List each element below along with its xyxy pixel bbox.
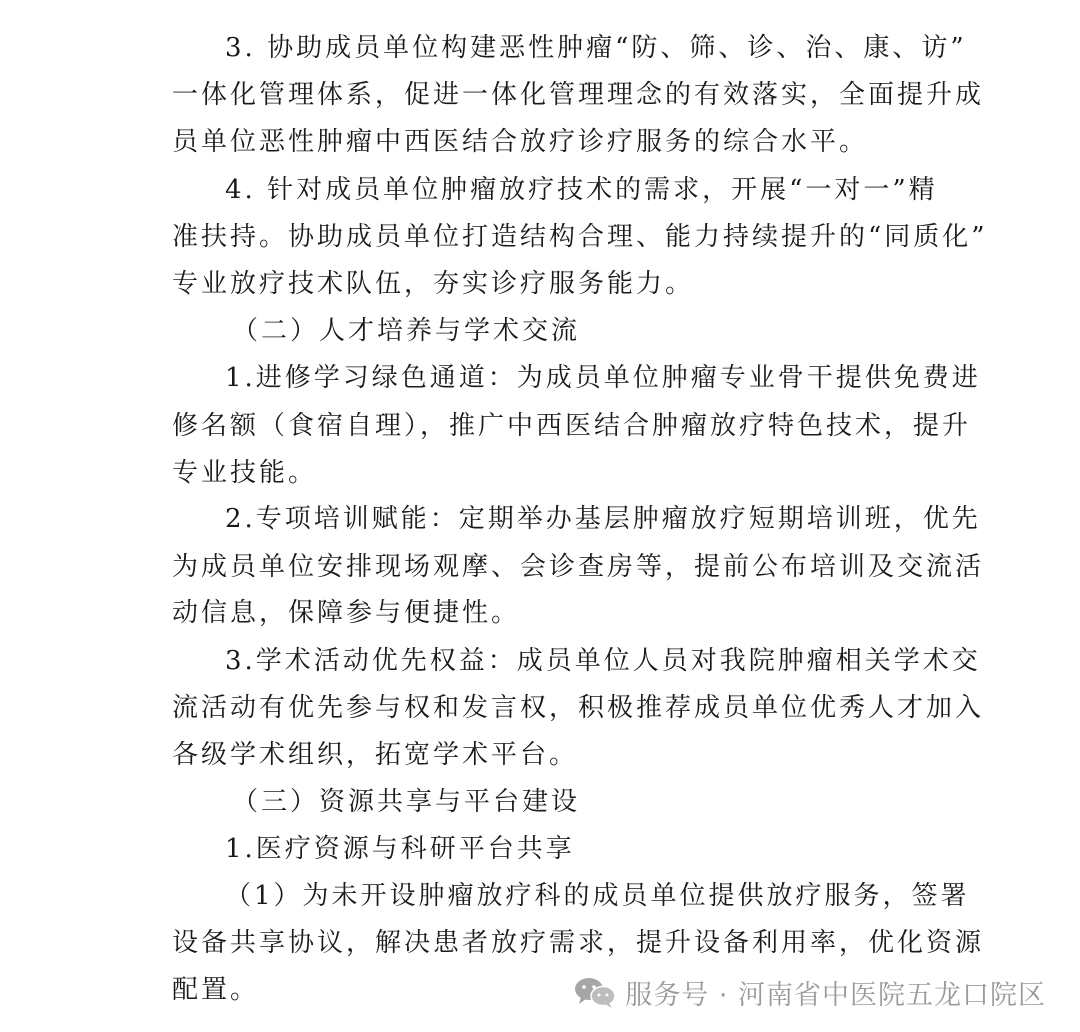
watermark-text: 服务号 · 河南省中医院五龙口院区 — [625, 979, 1046, 1011]
paragraph-line: 4. 针对成员单位肿瘤放疗技术的需求，开展“一对一”精 — [225, 175, 938, 205]
paragraph-line: 1.进修学习绿色通道：为成员单位肿瘤专业骨干提供免费进 — [225, 363, 981, 393]
paragraph-line: 设备共享协议，解决患者放疗需求，提升设备利用率，优化资源 — [172, 928, 985, 958]
paragraph-line: 准扶持。协助成员单位打造结构合理、能力持续提升的“同质化” — [172, 222, 988, 252]
section-heading: （二）人才培养与学术交流 — [232, 316, 581, 346]
paragraph-line: 配置。 — [172, 975, 260, 1005]
account-watermark — [573, 972, 1046, 1012]
paragraph-line: 3. 协助成员单位构建恶性肿瘤“防、筛、诊、治、康、访” — [225, 33, 967, 63]
paragraph-line: 动信息，保障参与便捷性。 — [172, 598, 521, 628]
paragraph-line: 员单位恶性肿瘤中西医结合放疗诊疗服务的综合水平。 — [172, 127, 869, 157]
paragraph-line: 流活动有优先参与权和发言权，积极推荐成员单位优秀人才加入 — [172, 693, 985, 723]
paragraph-line: 专业技能。 — [172, 458, 318, 488]
paragraph-line: 修名额（食宿自理），推广中西医结合肿瘤放疗特色技术，提升 — [172, 411, 972, 441]
paragraph-line: 各级学术组织，拓宽学术平台。 — [172, 740, 579, 770]
paragraph-line: （1）为未开设肿瘤放疗科的成员单位提供放疗服务，签署 — [225, 881, 970, 911]
paragraph-line: 一体化管理体系，促进一体化管理理念的有效落实，全面提升成 — [172, 80, 985, 110]
wechat-icon — [573, 975, 617, 1009]
paragraph-line: 2.专项培训赋能：定期举办基层肿瘤放疗短期培训班，优先 — [225, 504, 981, 534]
paragraph-line: 1.医疗资源与科研平台共享 — [225, 834, 575, 864]
paragraph-line: 专业放疗技术队伍，夯实诊疗服务能力。 — [172, 269, 695, 299]
section-heading: （三）资源共享与平台建设 — [232, 787, 581, 817]
paragraph-line: 为成员单位安排现场观摩、会诊查房等，提前公布培训及交流活 — [172, 552, 985, 582]
paragraph-line: 3.学术活动优先权益：成员单位人员对我院肿瘤相关学术交 — [225, 646, 981, 676]
